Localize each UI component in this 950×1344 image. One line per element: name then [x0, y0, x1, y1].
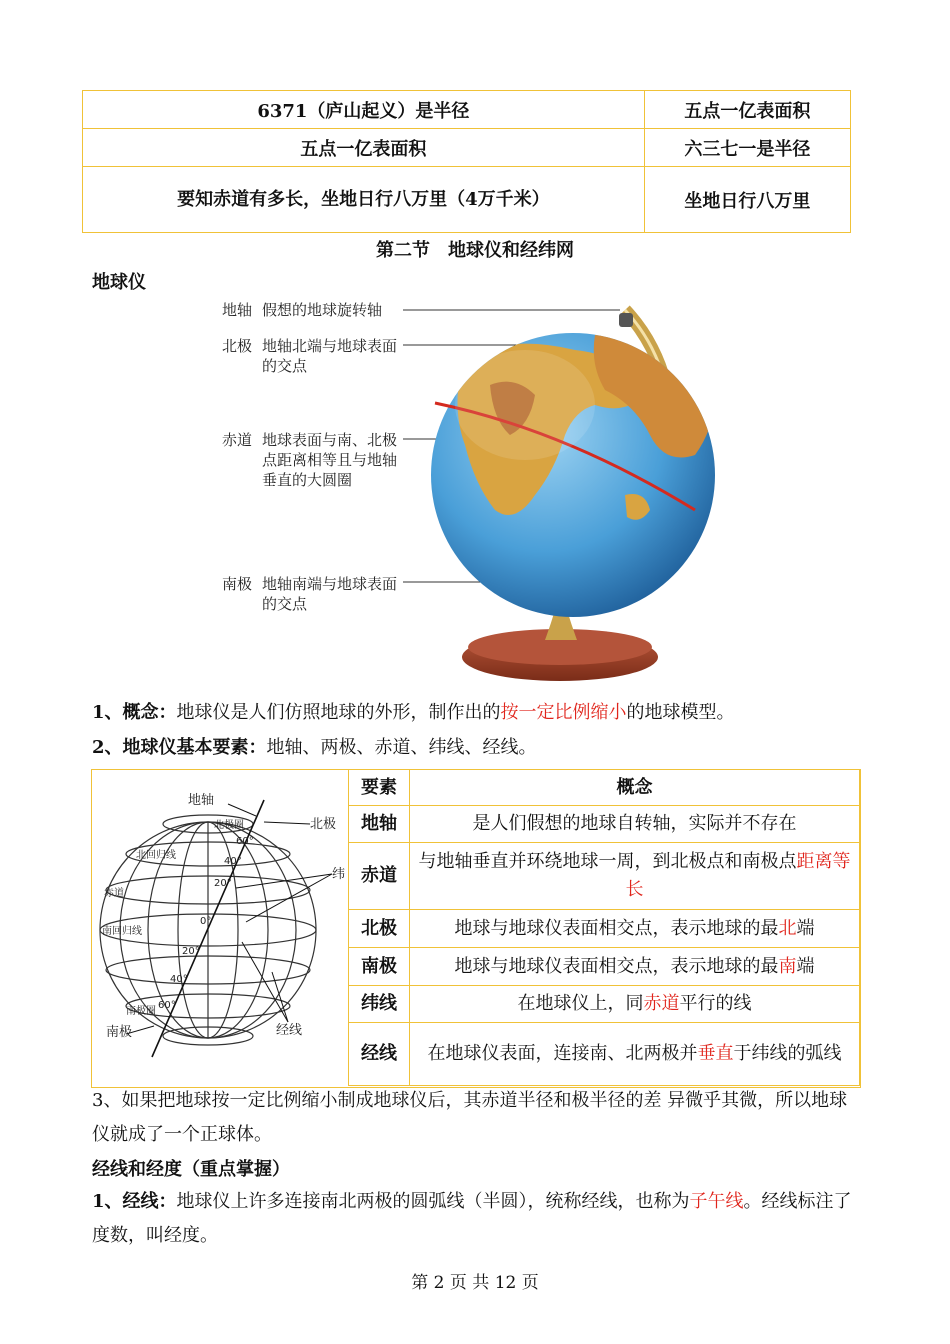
- elements-table: [348, 769, 860, 1086]
- memory-cell: 六三七一是半径: [644, 129, 850, 167]
- diagram-label: 南极: [106, 1025, 133, 1040]
- diagram-label: 南回归线: [102, 926, 142, 937]
- cell-text: 是人们假想的地球自转轴，实际并不存在: [472, 813, 797, 834]
- globe-shine: [455, 350, 595, 460]
- label-desc: 地轴北端与地球表面的交点: [262, 337, 398, 375]
- table-value: [410, 806, 860, 843]
- paragraph-text: 的地球模型。: [626, 702, 735, 723]
- memory-cell: 6371（庐山起义）是半径: [83, 91, 645, 129]
- cell-text: 地球与地球仪表面相交点，表示地球的最: [454, 955, 779, 977]
- highlight-text: 南: [778, 955, 797, 977]
- diagram-label: 40°: [224, 856, 242, 867]
- diagram-label: 北极: [310, 817, 337, 832]
- cell-text: 在地球仪上，同: [517, 993, 644, 1014]
- highlight-text: 北: [778, 917, 797, 939]
- table-row: [349, 806, 860, 843]
- paragraph-lead: 1、概念：: [92, 702, 177, 723]
- pointer-line: [264, 822, 310, 824]
- table-row: [349, 986, 860, 1023]
- cell-text: 平行的线: [679, 993, 752, 1014]
- diagram-label: 20°: [182, 946, 200, 957]
- label-term: 地轴: [222, 301, 253, 319]
- north-cap: [619, 313, 633, 327]
- label-desc: 地轴南端与地球表面的交点: [262, 575, 398, 613]
- diagram-label: 南极圈: [126, 1006, 156, 1017]
- highlight-text: 距离等长: [625, 851, 851, 900]
- section-title: 第二节 地球仪和经纬网: [376, 240, 574, 261]
- page-footer: 第 2 页 共 12 页: [411, 1273, 539, 1293]
- globe-label-north: [222, 336, 402, 376]
- paragraph-concept: [92, 696, 862, 730]
- memory-cell: 要知赤道有多长，坐地日行八万里（4万千米）: [83, 167, 645, 233]
- globe-heading: 地球仪: [92, 272, 146, 293]
- table-key: 南极: [349, 948, 410, 986]
- paragraph-lead: 1、经线：: [92, 1191, 177, 1212]
- heading-longitude: 经线和经度（重点掌握）: [92, 1159, 290, 1180]
- label-term: 赤道: [222, 431, 253, 449]
- memory-cell: 五点一亿表面积: [83, 129, 645, 167]
- table-row: [349, 843, 860, 910]
- cell-text: 于纬线的弧线: [733, 1043, 842, 1064]
- highlight-text: 赤道: [643, 993, 680, 1014]
- table-key: 经线: [349, 1023, 410, 1086]
- latitude-longitude-diagram: [96, 782, 346, 1082]
- diagram-label: 纬: [332, 867, 346, 882]
- diagram-label: 地轴: [188, 793, 215, 808]
- diagram-label: 赤道: [104, 888, 124, 899]
- paragraph-sphere: 3、如果把地球按一定比例缩小制成地球仪后，其赤道半径和极半径的差 异微乎其微，所以地球仪就成了一个正球体。: [92, 1090, 848, 1145]
- memory-cell: 坐地日行八万里: [644, 167, 850, 233]
- table-value: [410, 986, 860, 1023]
- globe-illustration: [395, 295, 735, 685]
- diagram-label: 北回归线: [136, 850, 176, 861]
- table-value: [410, 843, 860, 910]
- paragraph-text: 地球仪上许多连接南北两极的圆弧线（半圆），统称经线，也称为: [176, 1191, 690, 1212]
- diagram-label: 20°: [214, 878, 232, 889]
- diagram-label: 60°: [158, 1000, 176, 1011]
- label-desc: 地球表面与南、北极点距离相等且与地轴垂直的大圆圈: [262, 431, 398, 489]
- diagram-label: 经线: [276, 1023, 303, 1038]
- table-row: [349, 948, 860, 986]
- paragraph-elements: [92, 731, 862, 765]
- table-row: [349, 1023, 860, 1086]
- paragraph-text: 地球仪是人们仿照地球的外形，制作出的: [176, 702, 501, 723]
- diagram-label: 0°: [200, 916, 212, 927]
- paragraph-text: 。经线标注了度数，叫经度。: [92, 1191, 852, 1246]
- diagram-label: 北极圈: [214, 820, 244, 831]
- memory-cell: 五点一亿表面积: [644, 91, 850, 129]
- label-desc: 假想的地球旋转轴: [262, 301, 383, 319]
- cell-text: 地球与地球仪表面相交点，表示地球的最: [454, 917, 779, 939]
- cell-text: 端: [796, 955, 815, 977]
- table-value: [410, 910, 860, 948]
- paragraph-meridian: [92, 1185, 862, 1253]
- globe-label-equator: [222, 430, 402, 490]
- diagram-label: 60°: [236, 836, 254, 847]
- table-value: [410, 948, 860, 986]
- table-row: [349, 910, 860, 948]
- globe-label-south: [222, 574, 402, 614]
- highlight-text: 垂直: [697, 1043, 734, 1064]
- label-term: 北极: [222, 337, 253, 355]
- table-header: 要素: [349, 770, 410, 806]
- highlight-text: 按一定比例缩小: [500, 702, 627, 723]
- table-key: 地轴: [349, 806, 410, 843]
- table-key: 纬线: [349, 986, 410, 1023]
- diagram-label: 40°: [170, 974, 188, 985]
- memory-table: [82, 90, 851, 233]
- pointer-line: [228, 804, 256, 816]
- cell-text: 在地球仪表面，连接南、北两极并: [427, 1043, 698, 1064]
- table-value: [410, 1023, 860, 1086]
- table-key: 北极: [349, 910, 410, 948]
- globe-label-axis: [222, 300, 402, 320]
- cell-text: 端: [796, 917, 815, 939]
- label-term: 南极: [222, 575, 253, 593]
- paragraph-text: 地轴、两极、赤道、纬线、经线。: [266, 737, 537, 758]
- cell-text: 与地轴垂直并环绕地球一周，到北极点和南极点: [418, 851, 797, 872]
- table-header: 概念: [410, 770, 860, 806]
- table-key: 赤道: [349, 843, 410, 910]
- highlight-text: 子午线: [689, 1191, 744, 1212]
- paragraph-lead: 2、地球仪基本要素：: [92, 737, 267, 758]
